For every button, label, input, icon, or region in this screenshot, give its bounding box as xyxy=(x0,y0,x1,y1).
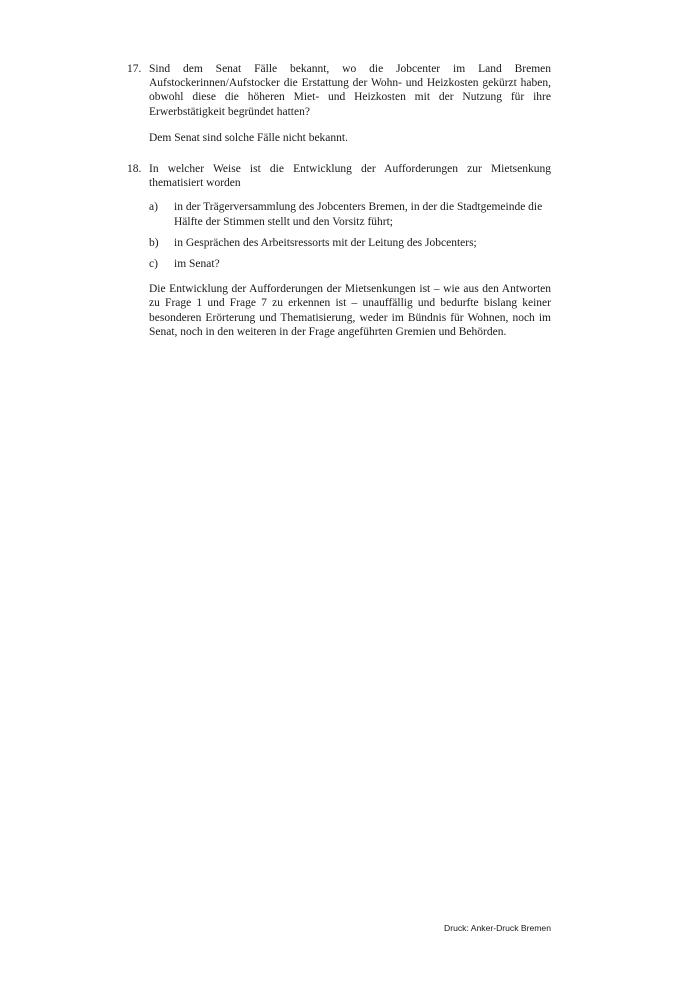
printer-imprint: Druck: Anker-Druck Bremen xyxy=(444,923,551,933)
subitem-letter: b) xyxy=(149,236,159,249)
subitem-text: in Gesprächen des Arbeitsressorts mit der Leitung des Jobcenters; xyxy=(174,236,477,249)
subitem-text: in der Trägerversammlung des Jobcenters Bremen, in der die Stadtgemeinde die Hälfte der Stimmen stellt und den Vorsitz führt; xyxy=(174,201,543,228)
question-text: In welcher Weise ist die Entwicklung der Aufforderungen zur Mietsenkung thematisiert worden xyxy=(149,163,551,190)
question-number: 17. xyxy=(127,63,142,75)
question-18 xyxy=(127,162,551,190)
question-number: 18. xyxy=(127,163,142,176)
question-text: Sind dem Senat Fälle bekannt, wo die Jobcenter im Land Bremen Aufstockerinnen/Aufstocker die Erstattung der Wohn- und Heizkosten gekürzt haben, obwohl diese die höheren Miet- und Heizkosten mit der Nutzung für ihre Erwerbstätigkeit begründet hatten? xyxy=(149,63,551,118)
subitem-b xyxy=(149,236,551,250)
subitem-text: im Senat? xyxy=(174,258,220,271)
subitem-c xyxy=(149,257,551,271)
subitem-letter: c) xyxy=(149,258,158,271)
question-17 xyxy=(127,62,551,119)
answer-17: Dem Senat sind solche Fälle nicht bekannt. xyxy=(149,131,348,144)
answer-18: Die Entwicklung der Aufforderungen der Mietsenkungen ist – wie aus den Antworten zu Frage 1 und Frage 7 zu erkennen ist – unauffällig und bedurfte bislang keiner besonderen Erörterung und Thematisierung, weder im Bündnis für Wohnen, noch im Senat, noch in den weiteren in der Frage angeführten Gremien und Behörden. xyxy=(149,283,551,338)
question-18-subitems xyxy=(149,200,551,271)
subitem-letter: a) xyxy=(149,201,158,214)
subitem-a xyxy=(149,200,551,228)
document-body xyxy=(127,62,551,339)
